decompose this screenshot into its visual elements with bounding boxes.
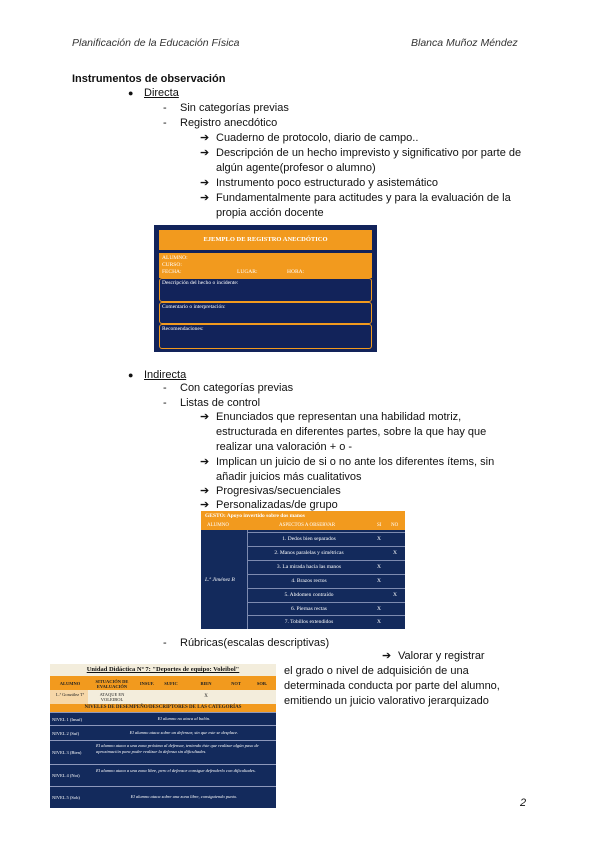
rubrica-level-desc: El alumno ataca sobre una zona libre, consiguiendo punto. bbox=[130, 794, 238, 799]
registro-box1-label: Descripción del hecho o incidente: bbox=[162, 280, 239, 286]
directa-arrow-3: Instrumento poco estructurado y asistemático bbox=[216, 177, 438, 189]
arrow-icon: ➔ bbox=[382, 650, 392, 662]
rubrica-line-3: emitiendo un juicio valorativo jerarquizado bbox=[284, 695, 489, 707]
indirecta-item2: Listas de control bbox=[180, 397, 261, 409]
gesto-row-label: 5. Abdomen contraído bbox=[284, 592, 334, 598]
rubrica-level-row bbox=[50, 740, 276, 765]
rubrica-level-desc: El alumno ataca sobre un defensor, sin que este se desplace. bbox=[129, 730, 239, 735]
gesto-row-label: 3. La mirada hacia las manos bbox=[276, 564, 342, 570]
gesto-row bbox=[247, 602, 405, 615]
directa-arrow-2b: algún agente(profesor o alumno) bbox=[216, 162, 376, 174]
arrow-icon: ➔ bbox=[200, 411, 210, 423]
indirecta-arrow-4: Personalizadas/de grupo bbox=[216, 499, 338, 511]
indirecta-item1: Con categorías previas bbox=[180, 382, 294, 394]
rubrica-level-name: NIVEL 4 (Not) bbox=[52, 773, 80, 778]
gesto-row bbox=[247, 560, 405, 573]
gesto-row-no: X bbox=[393, 550, 397, 556]
gesto-row-no: X bbox=[393, 592, 397, 598]
gesto-row-si: X bbox=[377, 619, 381, 625]
directa-arrow-4b: propia acción docente bbox=[216, 207, 324, 219]
gesto-row bbox=[247, 546, 405, 559]
registro-fecha: FECHA: bbox=[162, 269, 182, 275]
rubrica-level-name: NIVEL 5 (Sob) bbox=[52, 795, 80, 800]
gesto-alumno: L.ª Jiménez B bbox=[205, 577, 235, 583]
gesto-row bbox=[247, 574, 405, 587]
indirecta-label: Indirecta bbox=[144, 369, 187, 381]
dash-icon: - bbox=[163, 117, 167, 129]
indirecta-arrow-1: Enunciados que representan una habilidad motriz, bbox=[216, 411, 462, 423]
section-title: Instrumentos de observación bbox=[72, 73, 226, 85]
page-number: 2 bbox=[520, 797, 527, 809]
rubrica-level-row bbox=[50, 712, 276, 726]
rubrica-header-row bbox=[50, 676, 276, 690]
registro-hora: HORA: bbox=[287, 269, 305, 275]
registro-box-descripcion bbox=[159, 278, 372, 302]
gesto-row-si: X bbox=[377, 564, 381, 570]
rubrica-alumno-row bbox=[50, 690, 276, 704]
indirecta-arrow-3: Progresivas/secuenciales bbox=[216, 485, 341, 497]
rubrica-title: Unidad Didáctica Nº 7: "Deportes de equipo: Voleibol" bbox=[50, 664, 276, 676]
gesto-row-si: X bbox=[377, 578, 381, 584]
gesto-row bbox=[247, 532, 405, 545]
bullet-dot-icon: ● bbox=[128, 370, 134, 380]
gesto-row-si: X bbox=[377, 536, 381, 542]
lista-control-image bbox=[201, 511, 405, 629]
rubrica-col-not: NOT bbox=[231, 681, 241, 686]
gesto-col-si: SI bbox=[377, 523, 382, 528]
rubrica-col-sob: SOB. bbox=[256, 681, 268, 686]
indirecta-arrow-1b: estructurada en diferentes partes, sobre la que hay que bbox=[216, 426, 487, 438]
registro-box3-label: Recomendaciones: bbox=[162, 326, 204, 332]
gesto-row-label: 1. Dedos bien separados bbox=[282, 536, 336, 542]
indirecta-arrow-2b: añadir juicios más cualitativos bbox=[216, 471, 362, 483]
directa-arrow-4: Fundamentalmente para actitudes y para la evaluación de la bbox=[216, 192, 511, 204]
gesto-col-aspectos: ASPECTOS A OBSERVAR bbox=[279, 523, 336, 528]
directa-arrow-2: Descripción de un hecho imprevisto y significativo por parte de bbox=[216, 147, 522, 159]
registro-lugar: LUGAR: bbox=[237, 269, 258, 275]
dash-icon: - bbox=[163, 637, 167, 649]
rubrica-level-name: NIVEL 3 (Bien) bbox=[52, 750, 82, 755]
dash-icon: - bbox=[163, 102, 167, 114]
gesto-col-no: NO bbox=[391, 523, 399, 528]
rubrica-alumno: L.ª González Tª bbox=[55, 692, 85, 697]
registro-box2-label: Comentario o interpretación: bbox=[162, 304, 226, 310]
indirecta-item3: Rúbricas(escalas descriptivas) bbox=[180, 637, 330, 649]
bullet-dot-icon: ● bbox=[128, 88, 134, 98]
rubrica-level-name: NIVEL 1 (Insuf) bbox=[52, 717, 83, 722]
registro-box-comentario bbox=[159, 302, 372, 324]
gesto-row-si: X bbox=[377, 606, 381, 612]
directa-label: Directa bbox=[144, 87, 179, 99]
rubrica-level-desc: El alumno no ataca al balón. bbox=[157, 716, 211, 721]
gesto-row-label: 2. Manos paralelas y simétricas bbox=[274, 550, 344, 556]
dash-icon: - bbox=[163, 382, 167, 394]
registro-anecdotico-image bbox=[154, 225, 377, 352]
arrow-icon: ➔ bbox=[200, 456, 210, 468]
header-left: Planificación de la Educación Física bbox=[72, 37, 240, 49]
indirecta-arrow-2: Implican un juicio de si o no ante los diferentes ítems, sin bbox=[216, 456, 495, 468]
directa-item1: Sin categorías previas bbox=[180, 102, 289, 114]
arrow-icon: ➔ bbox=[200, 192, 210, 204]
rubrica-level-row bbox=[50, 764, 276, 787]
rubrica-level-desc: El alumno ataca a una zona libre, pero el defensor consigue defenderlo con dificultades. bbox=[96, 768, 256, 773]
indirecta-arrow-1c: realizar una valoración + o - bbox=[216, 441, 353, 453]
arrow-icon: ➔ bbox=[200, 485, 210, 497]
rubrica-line-1: el grado o nivel de adquisición de una bbox=[284, 665, 469, 677]
directa-item2: Registro anecdótico bbox=[180, 117, 278, 129]
gesto-row bbox=[247, 588, 405, 601]
arrow-icon: ➔ bbox=[200, 132, 210, 144]
registro-curso: CURSO: bbox=[162, 262, 182, 268]
rubrica-image bbox=[50, 664, 276, 808]
rubrica-situacion: ATAQUE EN VOLEIBOL bbox=[99, 692, 125, 702]
dash-icon: - bbox=[163, 397, 167, 409]
gesto-header-row bbox=[201, 522, 405, 530]
rubrica-col-situacion: SITUACIÓN DE EVALUACIÓN bbox=[95, 679, 129, 689]
rubrica-col-sufic: SUFIC bbox=[164, 681, 178, 686]
rubrica-col-bien: BIEN bbox=[200, 681, 212, 686]
gesto-row-label: 7. Tobillos extendidos bbox=[284, 619, 334, 625]
arrow-icon: ➔ bbox=[200, 147, 210, 159]
rubrica-col-insuf: INSUF. bbox=[139, 681, 155, 686]
header-right: Blanca Muñoz Méndez bbox=[411, 37, 518, 49]
gesto-row bbox=[247, 615, 405, 628]
gesto-row-label: 4. Brazos rectos bbox=[291, 578, 327, 584]
rubrica-level-row bbox=[50, 725, 276, 741]
rubrica-col-alumno: ALUMNO bbox=[59, 681, 81, 686]
rubrica-arrow-text: Valorar y registrar bbox=[398, 650, 485, 662]
directa-arrow-1: Cuaderno de protocolo, diario de campo.. bbox=[216, 132, 419, 144]
gesto-title: GESTO: Apoyo invertido sobre dos manos bbox=[201, 511, 405, 522]
arrow-icon: ➔ bbox=[200, 499, 210, 511]
registro-alumno: ALUMNO: bbox=[162, 255, 188, 261]
arrow-icon: ➔ bbox=[200, 177, 210, 189]
rubrica-niveles-title: NIVELES DE DESEMPEÑO/DESCRIPTORES DE LAS CATEGORÍAS bbox=[50, 704, 276, 712]
registro-title: EJEMPLO DE REGISTRO ANECDÓTICO bbox=[159, 230, 372, 250]
rubrica-line-2: determinada conducta por parte del alumno, bbox=[284, 680, 500, 692]
registro-info bbox=[159, 253, 372, 278]
rubrica-level-row bbox=[50, 786, 276, 809]
gesto-col-alumno: ALUMNO bbox=[207, 523, 229, 528]
rubrica-level-desc: El alumno ataca a una zona próxima al defensor, teniendo éste que realizar algún paso de aproximación para poder realizar la defensa sin dificultades. bbox=[96, 743, 259, 754]
gesto-row-label: 6. Piernas rectas bbox=[291, 606, 327, 612]
rubrica-mark: X bbox=[204, 694, 208, 699]
rubrica-level-name: NIVEL 2 (Suf) bbox=[52, 731, 80, 736]
registro-box-recomendaciones bbox=[159, 324, 372, 349]
